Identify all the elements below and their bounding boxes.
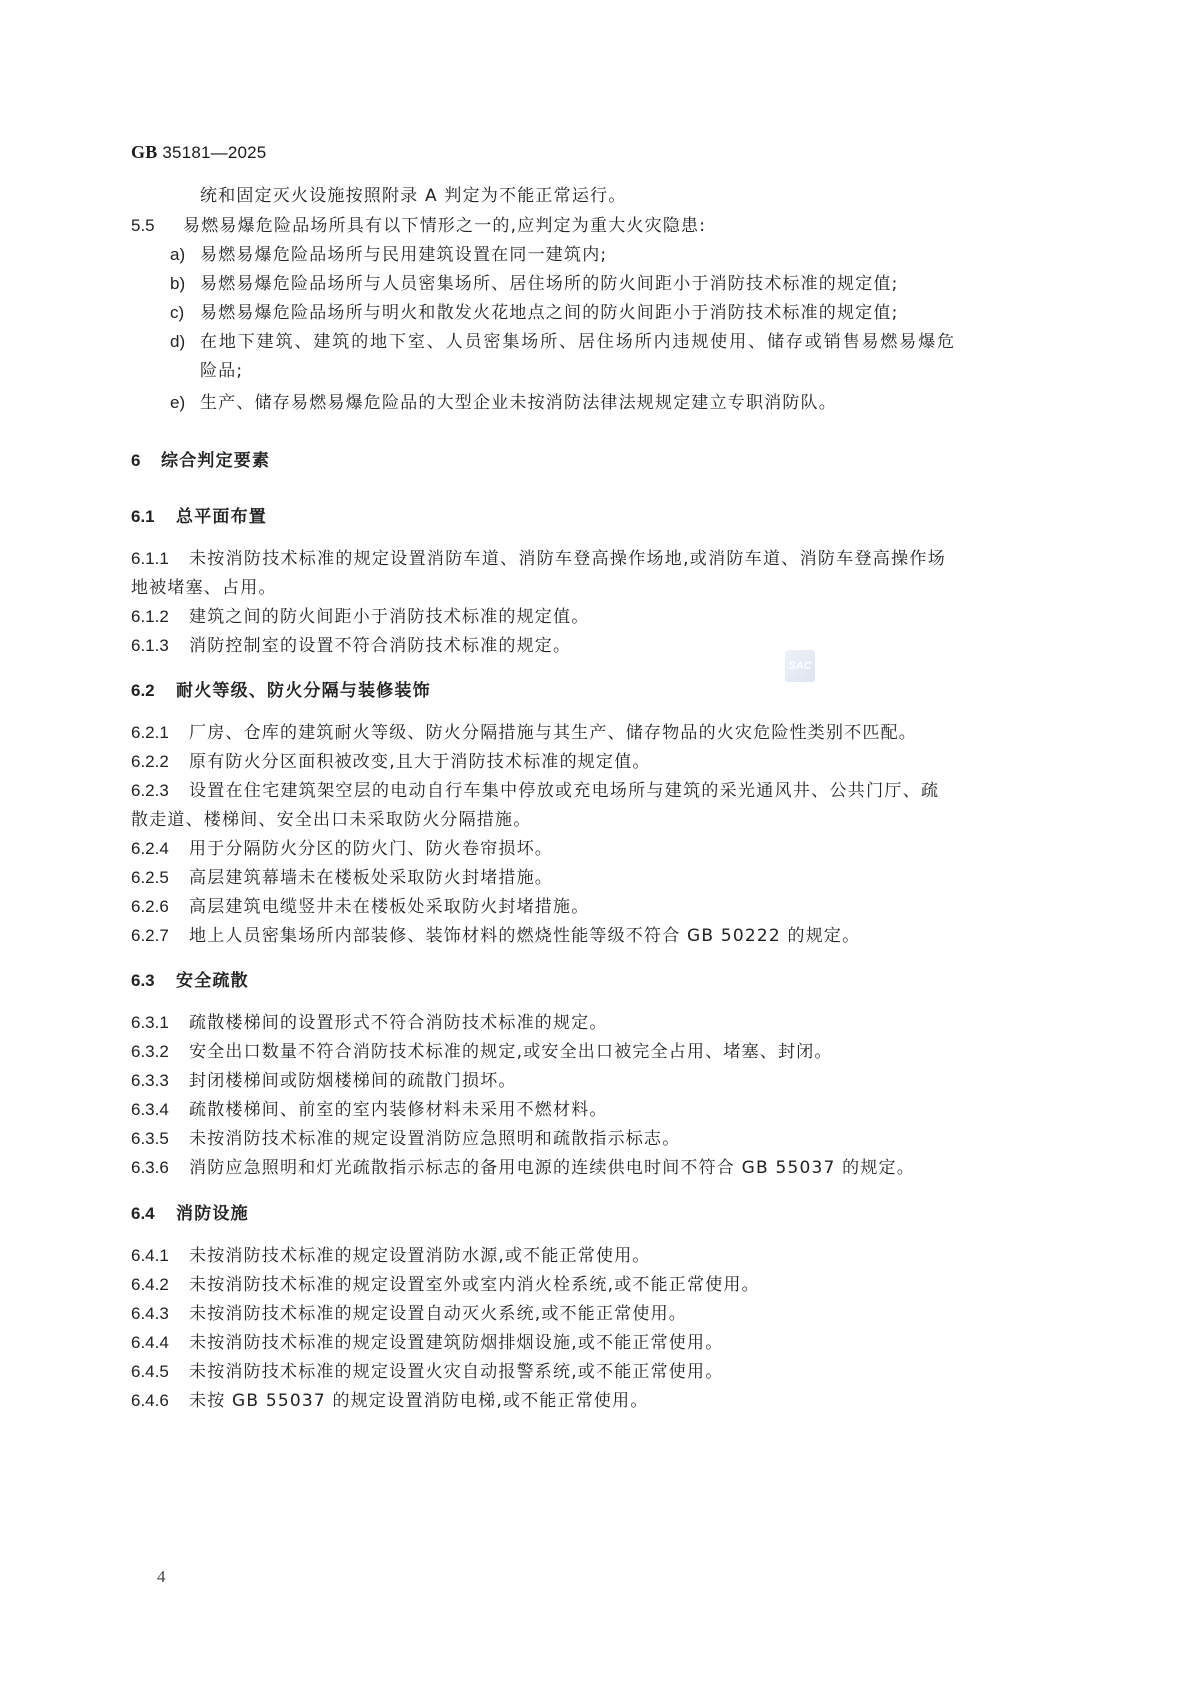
section-heading-6-4 [131, 1203, 249, 1225]
list-item-e [170, 392, 837, 414]
clause-6-4-5 [131, 1361, 723, 1383]
clause-text: 地上人员密集场所内部装修、装饰材料的燃烧性能等级不符合 GB 50222 的规定。 [189, 926, 861, 946]
list-marker: b) [170, 274, 186, 293]
clause-text: 消防控制室的设置不符合消防技术标准的规定。 [189, 636, 572, 656]
standard-number: 35181—2025 [162, 143, 267, 162]
clause-5-5 [131, 215, 706, 237]
clause-6-4-1 [131, 1245, 651, 1267]
clause-number: 6.1.2 [131, 607, 169, 626]
section-title: 安全疏散 [176, 971, 249, 991]
clause-text: 疏散楼梯间的设置形式不符合消防技术标准的规定。 [189, 1013, 608, 1033]
list-item-text: 生产、储存易燃易爆危险品的大型企业未按消防法律法规规定建立专职消防队。 [200, 393, 837, 413]
section-number: 6.4 [131, 1204, 155, 1223]
clause-text: 用于分隔防火分区的防火门、防火卷帘损坏。 [189, 839, 553, 859]
clause-number: 6.3.3 [131, 1071, 169, 1090]
list-item-text: 在地下建筑、建筑的地下室、人员密集场所、居住场所内违规使用、储存或销售易燃易爆危 [200, 332, 956, 352]
clause-text: 安全出口数量不符合消防技术标准的规定,或安全出口被完全占用、堵塞、封闭。 [189, 1042, 833, 1062]
clause-text: 未按消防技术标准的规定设置室外或室内消火栓系统,或不能正常使用。 [189, 1275, 760, 1295]
clause-6-2-1 [131, 722, 917, 744]
clause-number: 6.4.4 [131, 1333, 169, 1352]
clause-text: 未按消防技术标准的规定设置消防水源,或不能正常使用。 [189, 1246, 651, 1266]
section-number: 6.3 [131, 971, 155, 990]
list-marker: a) [170, 245, 186, 264]
clause-number: 6.4.2 [131, 1275, 169, 1294]
clause-number: 6.2.5 [131, 868, 169, 887]
clause-6-2-5 [131, 867, 553, 889]
clause-text: 未按消防技术标准的规定设置消防车道、消防车登高操作场地,或消防车道、消防车登高操作场 [189, 549, 947, 569]
chapter-heading [131, 450, 270, 472]
clause-6-2-6 [131, 896, 589, 918]
clause-text: 疏散楼梯间、前室的室内装修材料未采用不燃材料。 [189, 1100, 608, 1120]
list-marker: d) [170, 332, 186, 351]
clause-6-4-4 [131, 1332, 723, 1354]
clause-6-2-7 [131, 925, 860, 947]
clause-number: 6.2.4 [131, 839, 169, 858]
clause-number: 6.2.6 [131, 897, 169, 916]
clause-text: 未按消防技术标准的规定设置建筑防烟排烟设施,或不能正常使用。 [189, 1333, 724, 1353]
section-title: 消防设施 [176, 1204, 249, 1224]
clause-number: 6.2.2 [131, 752, 169, 771]
clause-number: 6.2.1 [131, 723, 169, 742]
clause-6-2-3 [131, 780, 939, 802]
clause-6-3-1 [131, 1012, 608, 1034]
list-item-a [170, 244, 607, 266]
clause-number: 6.3.6 [131, 1158, 169, 1177]
clause-6-2-2 [131, 751, 651, 773]
clause-number: 6.1.3 [131, 636, 169, 655]
clause-number: 6.4.1 [131, 1246, 169, 1265]
clause-number: 6.3.5 [131, 1129, 169, 1148]
clause-6-2-4 [131, 838, 553, 860]
list-marker: e) [170, 393, 186, 412]
section-heading-6-3 [131, 970, 249, 992]
clause-number: 6.2.7 [131, 926, 169, 945]
clause-6-3-4 [131, 1099, 608, 1121]
clause-6-1-3 [131, 635, 571, 657]
clause-number: 6.3.4 [131, 1100, 169, 1119]
chapter-number: 6 [131, 451, 141, 470]
clause-number: 6.3.2 [131, 1042, 169, 1061]
clause-text: 厂房、仓库的建筑耐火等级、防火分隔措施与其生产、储存物品的火灾危险性类别不匹配。 [189, 723, 917, 743]
clause-6-1-1-continued: 地被堵塞、占用。 [131, 578, 277, 598]
clause-6-4-2 [131, 1274, 760, 1296]
clause-text: 消防应急照明和灯光疏散指示标志的备用电源的连续供电时间不符合 GB 55037 的规定。 [189, 1158, 915, 1178]
chapter-title: 综合判定要素 [161, 451, 271, 471]
section-number: 6.2 [131, 681, 155, 700]
clause-text: 易燃易爆危险品场所具有以下情形之一的,应判定为重大火灾隐患: [183, 216, 707, 236]
clause-6-3-2 [131, 1041, 833, 1063]
clause-text: 原有防火分区面积被改变,且大于消防技术标准的规定值。 [189, 752, 651, 772]
clause-text: 未按 GB 55037 的规定设置消防电梯,或不能正常使用。 [189, 1391, 649, 1411]
list-marker: c) [170, 303, 185, 322]
page-number: 4 [157, 1567, 166, 1586]
clause-text: 设置在住宅建筑架空层的电动自行车集中停放或充电场所与建筑的采光通风井、公共门厅、疏 [189, 781, 940, 801]
clause-text: 未按消防技术标准的规定设置自动灭火系统,或不能正常使用。 [189, 1304, 688, 1324]
list-item-b [170, 273, 899, 295]
list-item-d [170, 331, 956, 353]
clause-6-1-2 [131, 606, 589, 628]
clause-6-2-3-continued: 散走道、楼梯间、安全出口未采取防火分隔措施。 [131, 810, 532, 830]
clause-text: 未按消防技术标准的规定设置火灾自动报警系统,或不能正常使用。 [189, 1362, 724, 1382]
continuation-text: 统和固定灭火设施按照附录 A 判定为不能正常运行。 [200, 186, 627, 206]
clause-6-3-6 [131, 1157, 915, 1179]
clause-text: 封闭楼梯间或防烟楼梯间的疏散门损坏。 [189, 1071, 517, 1091]
clause-6-4-3 [131, 1303, 687, 1325]
clause-text: 高层建筑幕墙未在楼板处采取防火封堵措施。 [189, 868, 553, 888]
list-item-text: 易燃易爆危险品场所与人员密集场所、居住场所的防火间距小于消防技术标准的规定值; [200, 274, 899, 294]
list-item-c [170, 302, 899, 324]
clause-6-1-1 [131, 548, 946, 570]
clause-number: 5.5 [131, 216, 155, 235]
clause-number: 6.3.1 [131, 1013, 169, 1032]
section-title: 总平面布置 [176, 507, 267, 527]
clause-6-3-3 [131, 1070, 517, 1092]
clause-6-4-6 [131, 1390, 649, 1412]
list-item-text: 易燃易爆危险品场所与民用建筑设置在同一建筑内; [200, 245, 608, 265]
clause-6-3-5 [131, 1128, 680, 1150]
sac-watermark-icon: SAC [785, 650, 815, 682]
clause-number: 6.1.1 [131, 549, 169, 568]
clause-number: 6.4.6 [131, 1391, 169, 1410]
clause-number: 6.4.5 [131, 1362, 169, 1381]
clause-number: 6.4.3 [131, 1304, 169, 1323]
section-title: 耐火等级、防火分隔与装修装饰 [176, 681, 431, 701]
standard-header [131, 142, 266, 163]
section-heading-6-2 [131, 680, 431, 702]
clause-number: 6.2.3 [131, 781, 169, 800]
list-item-d-continued: 险品; [200, 361, 244, 381]
clause-text: 建筑之间的防火间距小于消防技术标准的规定值。 [189, 607, 590, 627]
section-number: 6.1 [131, 507, 155, 526]
standard-prefix: GB [131, 142, 158, 162]
clause-text: 高层建筑电缆竖井未在楼板处采取防火封堵措施。 [189, 897, 590, 917]
section-heading-6-1 [131, 506, 267, 528]
clause-text: 未按消防技术标准的规定设置消防应急照明和疏散指示标志。 [189, 1129, 681, 1149]
list-item-text: 易燃易爆危险品场所与明火和散发火花地点之间的防火间距小于消防技术标准的规定值; [200, 303, 899, 323]
